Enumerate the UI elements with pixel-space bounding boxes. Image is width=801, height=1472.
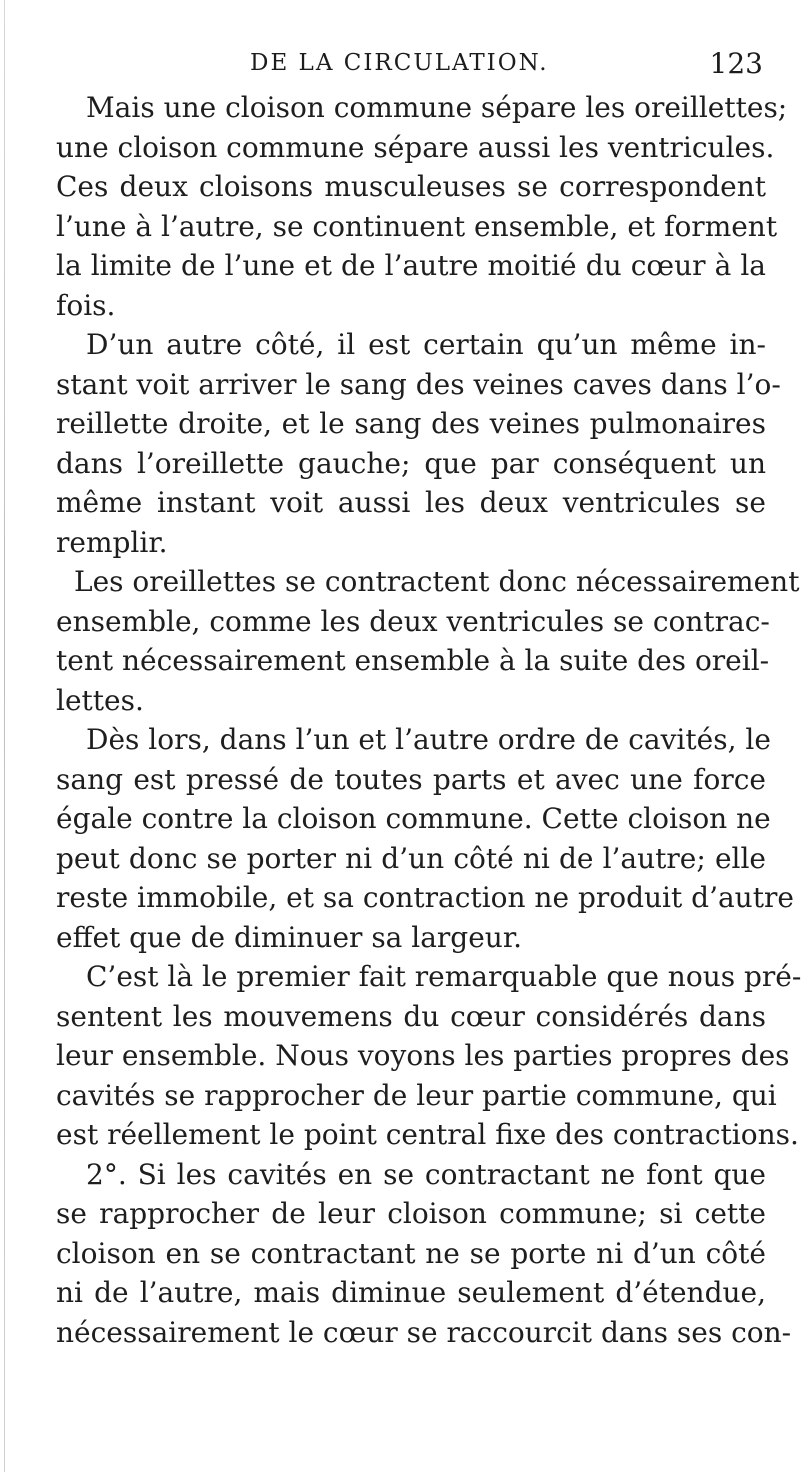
text-line: D’un autre côté, il est certain qu’un même in-: [86, 328, 766, 361]
text-line: sentent les mouvemens du cœur considérés dans: [56, 999, 766, 1033]
text-line: peut donc se porter ni d’un côté ni de l’autre; elle: [56, 841, 766, 875]
text-line: lettes.: [56, 683, 144, 717]
text-line: Mais une cloison commune sépare les oreillettes;: [86, 91, 788, 124]
text-line: ni de l’autre, mais diminue seulement d’étendue,: [56, 1276, 766, 1309]
text-line: nécessairement le cœur se raccourcit dans ses con-: [56, 1315, 792, 1349]
text-line: est réellement le point central fixe des contractions.: [56, 1118, 799, 1151]
text-line: se rapprocher de leur cloison commune; si cette: [56, 1197, 766, 1230]
text-line: Dès lors, dans l’un et l’autre ordre de cavités, le: [86, 723, 771, 756]
text-line: C’est là le premier fait remarquable que nous pré-: [86, 960, 801, 993]
paragraph: [56, 957, 801, 1155]
text-line: dans l’oreillette gauche; que par conséquent un: [56, 446, 766, 480]
page-number: 123: [709, 47, 763, 80]
text-line: Les oreillettes se contractent donc nécessairement: [74, 565, 800, 598]
paragraph: [56, 1155, 792, 1353]
running-title: DE LA CIRCULATION.: [250, 50, 549, 76]
text-line: ensemble, comme les deux ventricules se contrac-: [56, 604, 770, 638]
text-line: une cloison commune sépare aussi les ventricules.: [56, 130, 775, 164]
text-line: même instant voit aussi les deux ventricules se: [56, 486, 766, 519]
text-line: sang est pressé de toutes parts et avec une force: [56, 762, 766, 796]
text-line: effet que de diminuer sa largeur.: [56, 920, 523, 954]
body-text: [56, 88, 801, 1352]
running-head: [0, 47, 801, 90]
paragraph: [56, 88, 788, 325]
text-line: 2°. Si les cavités en se contractant ne font que: [86, 1157, 766, 1191]
text-line: l’une à l’autre, se continuent ensemble, et forment: [56, 209, 778, 243]
text-line: reste immobile, et sa contraction ne produit d’autre: [56, 881, 794, 914]
text-line: égale contre la cloison commune. Cette cloison ne: [56, 802, 771, 835]
text-line: fois.: [56, 288, 116, 322]
text-line: cavités se rapprocher de leur partie commune, qui: [56, 1078, 777, 1112]
paragraph: [56, 325, 781, 562]
text-line: tent nécessairement ensemble à la suite des oreil-: [56, 644, 770, 677]
text-line: cloison en se contractant ne se porte ni d’un côté: [56, 1236, 766, 1270]
text-line: stant voit arriver le sang des veines caves dans l’o-: [56, 367, 781, 401]
text-line: leur ensemble. Nous voyons les parties propres des: [56, 1039, 790, 1072]
paragraph: [56, 562, 800, 720]
text-line: la limite de l’une et de l’autre moitié du cœur à la: [56, 249, 766, 282]
page-gutter-edge: [4, 0, 5, 1472]
text-line: Ces deux cloisons musculeuses se correspondent: [56, 170, 766, 203]
text-line: remplir.: [56, 525, 168, 559]
text-line: reillette droite, et le sang des veines pulmonaires: [56, 407, 766, 440]
paragraph: [56, 720, 794, 957]
